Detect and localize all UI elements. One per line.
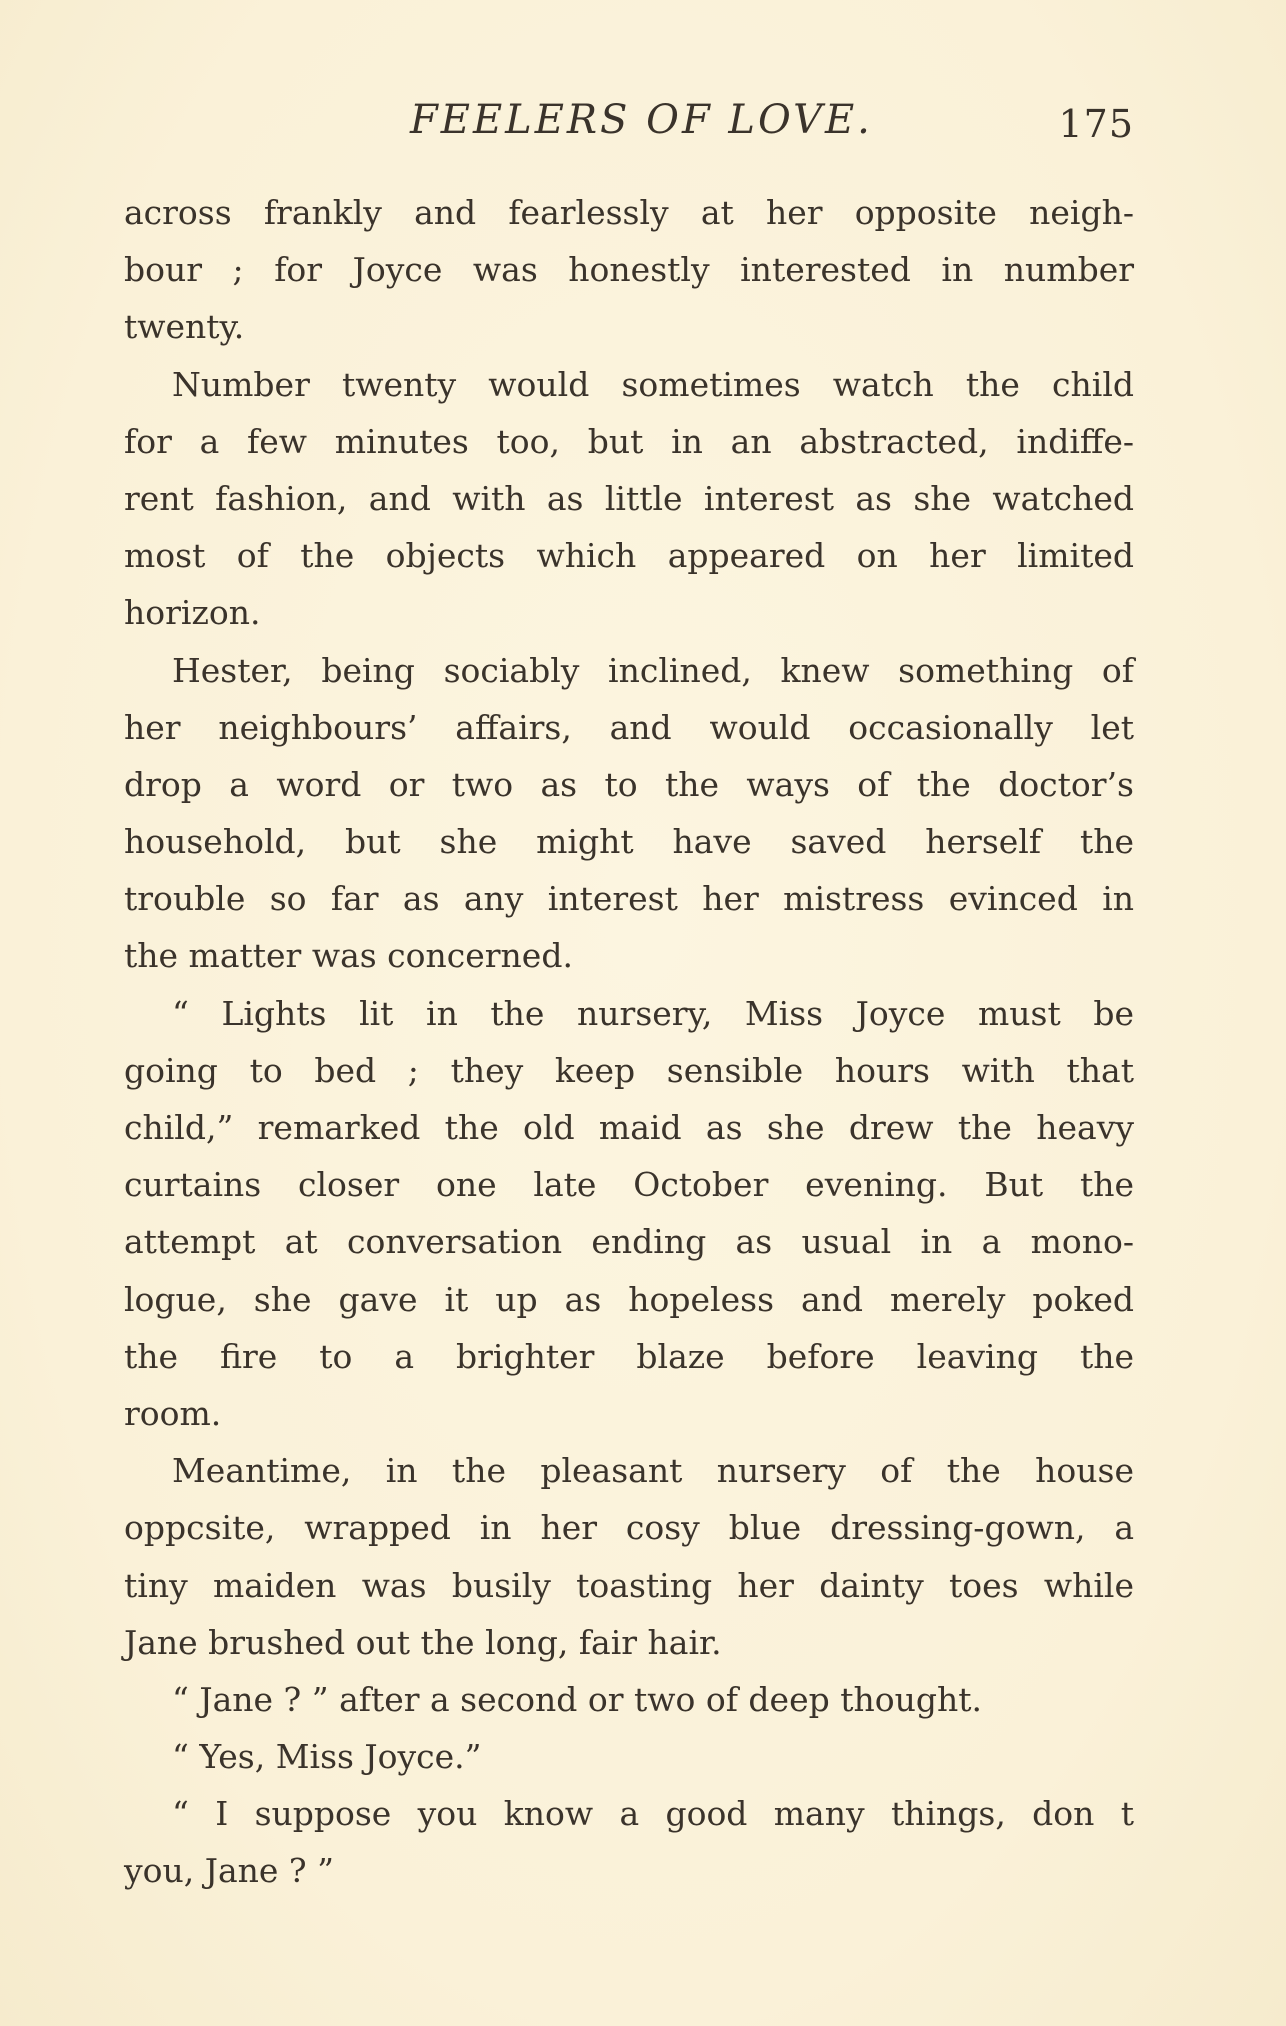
text-line: curtains closer one late October evening. But the bbox=[124, 1165, 1134, 1205]
text-line: Meantime, in the pleasant nursery of the house bbox=[172, 1451, 1134, 1491]
text-line: you, Jane ? ” bbox=[124, 1851, 334, 1891]
text-line: horizon. bbox=[124, 593, 261, 633]
text-line: the matter was concerned. bbox=[124, 936, 573, 976]
body-text bbox=[124, 184, 1134, 1900]
text-line: her neighbours’ affairs, and would occasionally let bbox=[124, 707, 1134, 747]
text-line: for a few minutes too, but in an abstracted, indiffe- bbox=[124, 421, 1134, 461]
page-header bbox=[124, 92, 1134, 148]
text-line: twenty. bbox=[124, 307, 245, 347]
text-line: attempt at conversation ending as usual in a mono- bbox=[124, 1222, 1134, 1262]
text-line: tiny maiden was busily toasting her dainty toes while bbox=[124, 1565, 1134, 1605]
text-line: Hester, being sociably inclined, knew something of bbox=[172, 650, 1134, 690]
text-line: household, but she might have saved herself the bbox=[124, 822, 1134, 862]
text-line: rent fashion, and with as little interest as she watched bbox=[124, 478, 1134, 518]
text-line: “ Yes, Miss Joyce.” bbox=[172, 1737, 482, 1777]
text-line: the fire to a brighter blaze before leaving the bbox=[124, 1336, 1134, 1376]
text-line: logue, she gave it up as hopeless and merely poked bbox=[124, 1279, 1134, 1319]
running-title: FEELERS OF LOVE. bbox=[410, 97, 873, 143]
text-line: across frankly and fearlessly at her opposite neigh- bbox=[124, 193, 1134, 232]
text-line: bour ; for Joyce was honestly interested in number bbox=[124, 250, 1134, 290]
text-line: trouble so far as any interest her mistress evinced in bbox=[124, 879, 1134, 919]
page-number: 175 bbox=[1058, 102, 1134, 146]
text-line: Number twenty would sometimes watch the child bbox=[172, 364, 1134, 404]
text-line: “ Lights lit in the nursery, Miss Joyce must be bbox=[172, 993, 1134, 1033]
text-line: room. bbox=[124, 1393, 222, 1433]
text-line: “ Jane ? ” after a second or two of deep thought. bbox=[172, 1679, 982, 1719]
text-line: Jane brushed out the long, fair hair. bbox=[124, 1622, 722, 1662]
text-line: child,” remarked the old maid as she drew the heavy bbox=[124, 1108, 1134, 1147]
text-line: “ I suppose you know a good many things, don t bbox=[172, 1794, 1134, 1834]
text-line: drop a word or two as to the ways of the doctor’s bbox=[124, 764, 1134, 804]
text-line: most of the objects which appeared on her limited bbox=[124, 536, 1134, 576]
text-line: oppcsite, wrapped in her cosy blue dressing-gown, a bbox=[124, 1508, 1134, 1548]
text-line: going to bed ; they keep sensible hours with that bbox=[124, 1050, 1134, 1090]
